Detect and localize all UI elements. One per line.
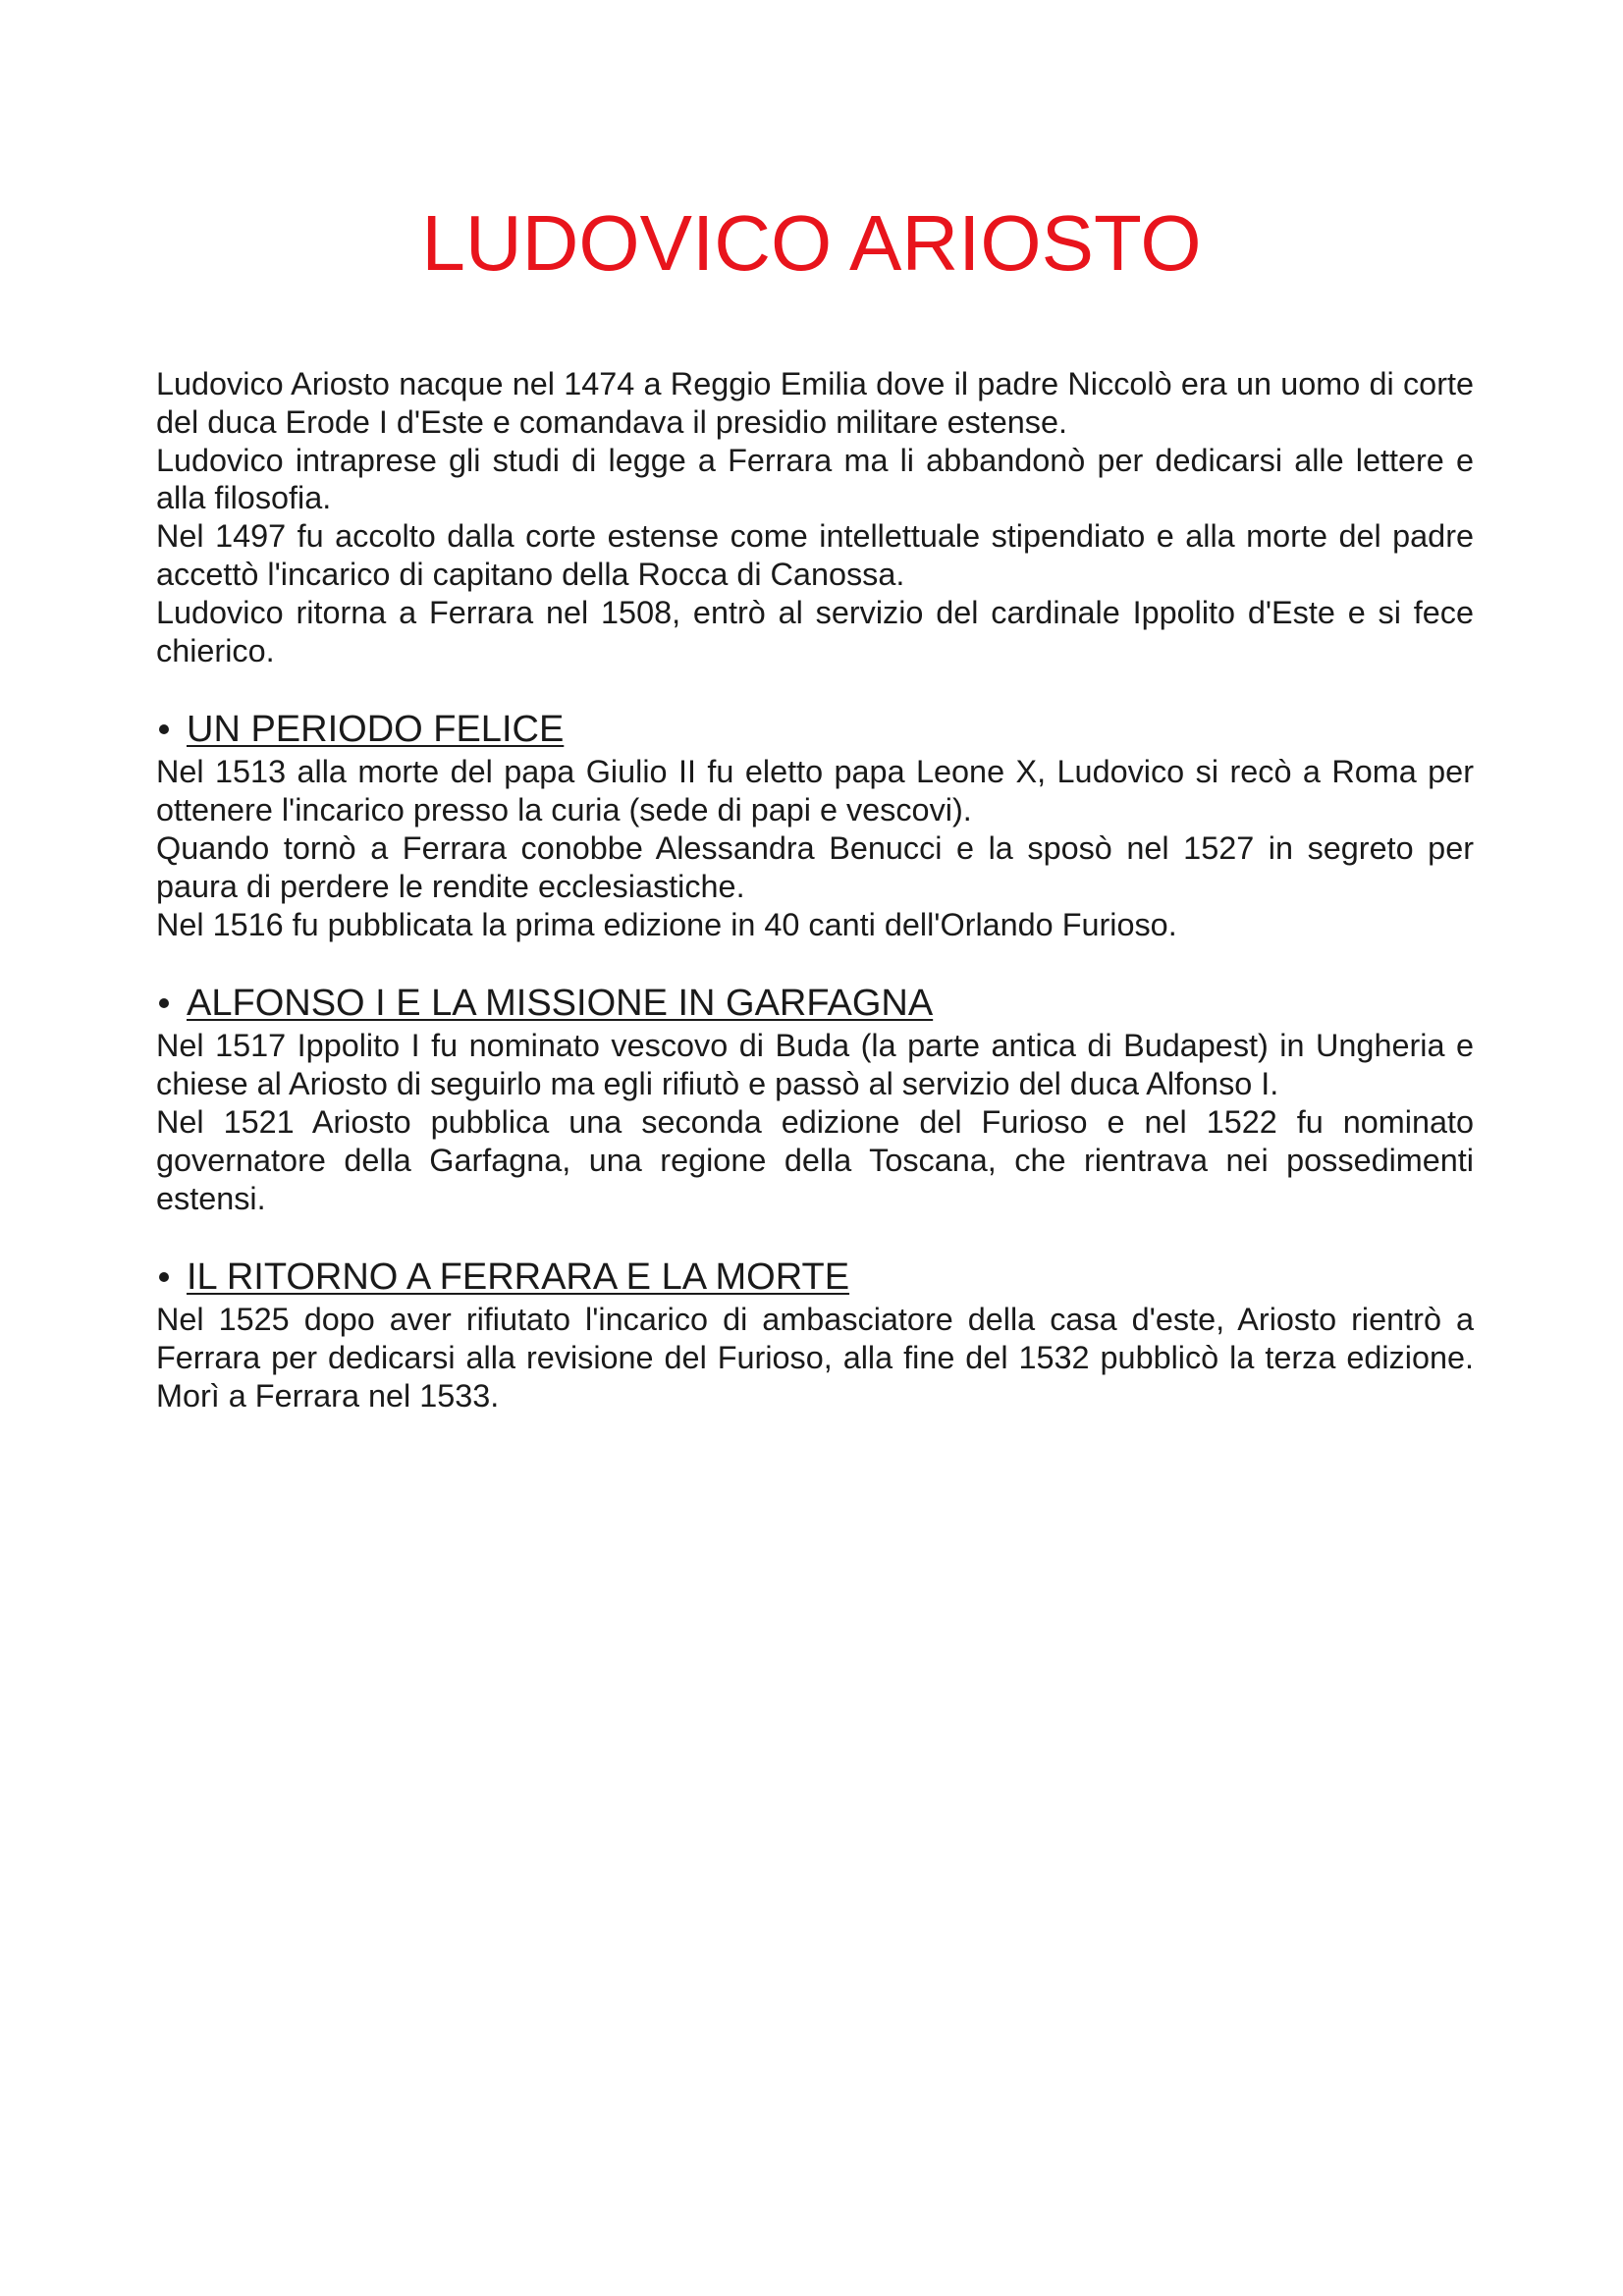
- section-paragraph: Nel 1517 Ippolito I fu nominato vescovo di Buda (la parte antica di Budapest) in Ungheria e chiese al Ariosto di seguirlo ma egli rifiutò e passò al servizio del duca Alfonso I.: [156, 1028, 1474, 1102]
- section-heading: [156, 1255, 1474, 1299]
- section-heading: [156, 982, 1474, 1025]
- section-paragraph: Quando tornò a Ferrara conobbe Alessandra Benucci e la sposò nel 1527 in segreto per paura di perdere le rendite ecclesiastiche.: [156, 829, 1474, 904]
- page-title: LUDOVICO ARIOSTO: [421, 199, 1202, 287]
- section-heading-text: UN PERIODO FELICE: [187, 709, 565, 751]
- document-body: [156, 365, 1474, 1415]
- intro-paragraph: Ludovico Ariosto nacque nel 1474 a Reggio Emilia dove il padre Niccolò era un uomo di corte del duca Erode I d'Este e comandava il presidio militare estense.: [156, 366, 1474, 440]
- section-paragraph: Nel 1525 dopo aver rifiutato l'incarico di ambasciatore della casa d'este, Ariosto rientrò a Ferrara per dedicarsi alla revisione del Furioso, alla fine del 1532 pubblicò la terza edizione. Morì a Ferrara nel 1533.: [156, 1302, 1474, 1414]
- section-ritorno: [156, 1255, 1474, 1415]
- section-paragraph: Nel 1516 fu pubblicata la prima edizione in 40 canti dell'Orlando Furioso.: [156, 906, 1177, 942]
- intro-paragraph: Ludovico ritorna a Ferrara nel 1508, entrò al servizio del cardinale Ippolito d'Este e si fece chierico.: [156, 594, 1474, 668]
- section-paragraph: Nel 1521 Ariosto pubblica una seconda edizione del Furioso e nel 1522 fu nominato governatore della Garfagna, una regione della Toscana, che rientrava nei possedimenti estensi.: [156, 1103, 1474, 1216]
- bullet-icon: [159, 998, 169, 1008]
- bullet-icon: [159, 724, 169, 734]
- intro-paragraph: Nel 1497 fu accolto dalla corte estense come intellettuale stipendiato e alla morte del padre accettò l'incarico di capitano della Rocca di Canossa.: [156, 518, 1474, 592]
- section-alfonso: [156, 982, 1474, 1217]
- section-heading-text: IL RITORNO A FERRARA E LA MORTE: [187, 1256, 850, 1299]
- bullet-icon: [159, 1272, 169, 1282]
- intro-paragraph: Ludovico intraprese gli studi di legge a Ferrara ma li abbandonò per dedicarsi alle lettere e alla filosofia.: [156, 442, 1474, 516]
- section-heading-text: ALFONSO I E LA MISSIONE IN GARFAGNA: [187, 983, 934, 1025]
- section-paragraph: Nel 1513 alla morte del papa Giulio II fu eletto papa Leone X, Ludovico si recò a Roma per ottenere l'incarico presso la curia (sede di papi e vescovi).: [156, 754, 1474, 828]
- intro-block: [156, 365, 1474, 669]
- section-periodo-felice: [156, 708, 1474, 943]
- section-heading: [156, 708, 1474, 751]
